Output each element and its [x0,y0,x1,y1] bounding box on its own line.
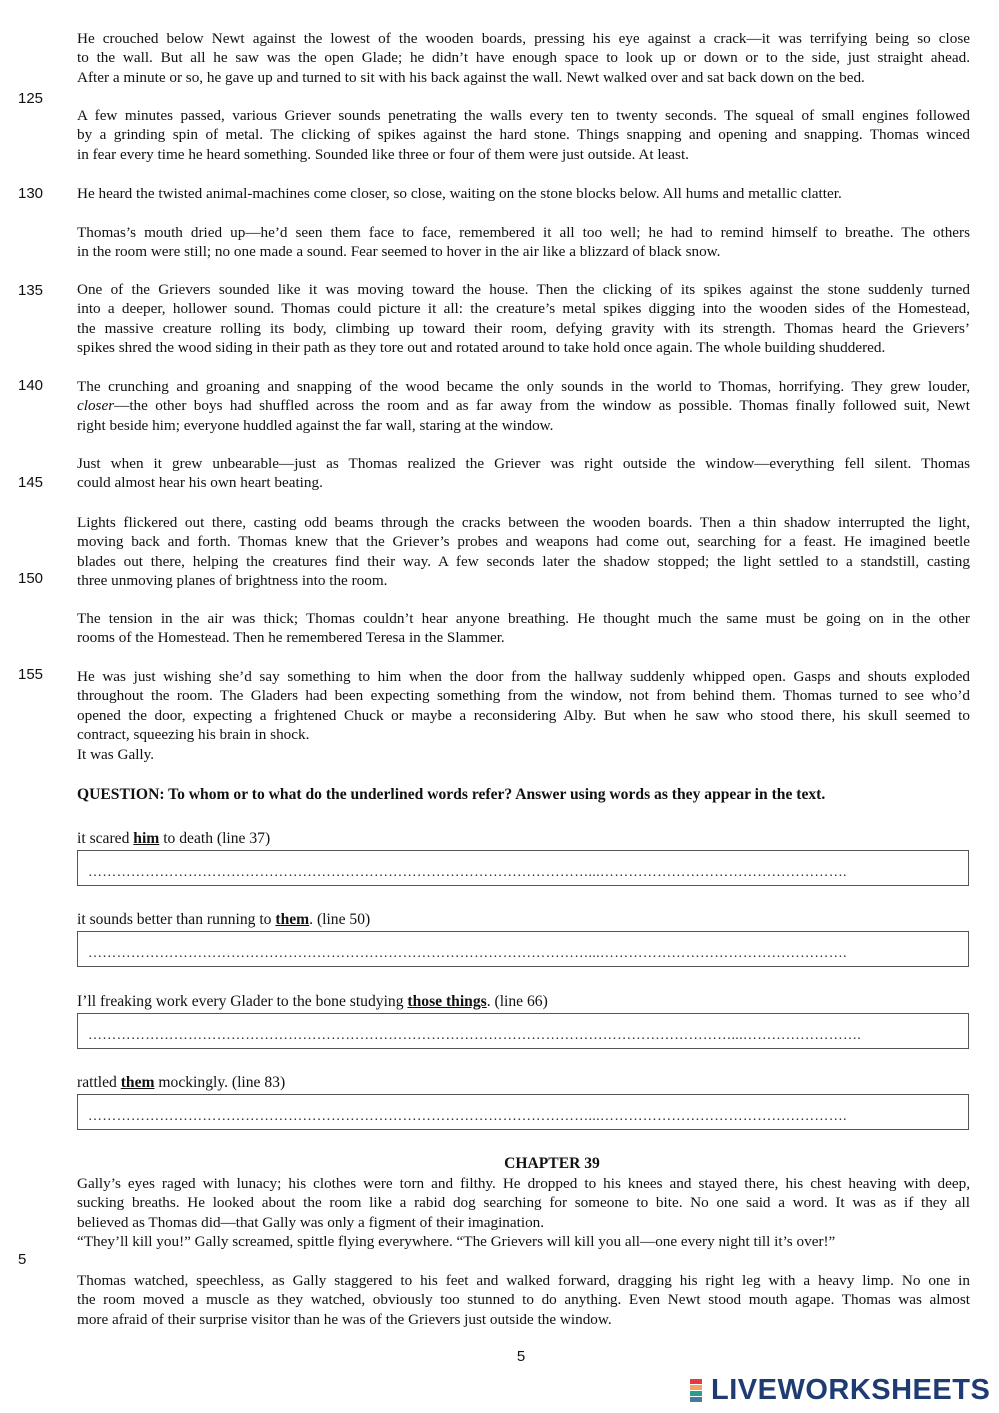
text-line: the room moved a muscle as they watched, obviously too stunned to do anything. Even Newt stood mouth agape. Thomas was almost [77,1291,970,1309]
paragraph [77,1174,970,1252]
text-line: three unmoving planes of brightness into the room. [77,572,388,590]
text-line: sucking breaths. He looked about the room like a rabid dog searching for someone to bite. No one said a word. It was as if they all [77,1194,970,1212]
text-line: opened the door, expecting a frightened Chuck or maybe a reconsidering Alby. But when he saw who stood there, his skull seemed to [77,706,970,724]
paragraph [77,223,970,262]
answer-field[interactable]: ……………………………………………………………………………………………...……………………………………………. [77,850,969,886]
line-number: 155 [18,666,44,683]
text-line: closer—the other boys had shuffled across the room and as far away from the window as possible. Thomas finally followed suit, Newt [77,397,970,415]
paragraph [77,184,970,203]
paragraph [77,513,970,591]
text-line: into a deeper, hollower sound. Thomas could picture it all: the creature’s metal spikes digging into the wooden sides of the Homestead, [77,300,970,318]
text-line: Thomas’s mouth dried up—he’d seen them face to face, remembered it all too well; he had to remind himself to breathe. The others [77,224,970,241]
logo-icon [690,1377,708,1403]
line-number: 150 [18,570,44,587]
paragraph [77,377,970,435]
text-line: rooms of the Homestead. Then he remembered Teresa in the Slammer. [77,629,505,647]
text-line: moving back and forth. Thomas knew that the Griever’s probes and weapons had come out, searching for a feast. He imagined beetle [77,533,970,551]
text-line: Thomas watched, speechless, as Gally staggered to his feet and walked forward, dragging his right leg with a heavy limp. No one in [77,1272,970,1289]
answer-field[interactable]: ……………………………………………………………………………………………...……………………………………………. [77,931,969,967]
paragraph [77,106,970,164]
line-number: 130 [18,185,44,202]
paragraph [77,29,970,87]
text-line: spikes shred the wood siding in their path as they tore out and rotated around to take hold once again. The whole building shuddered. [77,339,886,357]
text-line: right beside him; everyone huddled against the far wall, staring at the window. [77,416,554,434]
paragraph [77,667,970,764]
answer-field[interactable]: ………………………………………………………………………………………………………………………...……………………. [77,1013,969,1049]
prompt: it sounds better than running to them. (line 50) [77,911,371,928]
line-number: 135 [18,282,44,299]
question-heading: QUESTION: To whom or to what do the underlined words refer? Answer using words as they appear in the text. [77,786,826,803]
line-number: 140 [18,377,44,394]
paragraph [77,280,970,358]
text-line: The crunching and groaning and snapping of the wood became the only sounds in the world to Thomas, horrifying. They grew louder, [77,378,970,395]
text-line: throughout the room. The Gladers had been expecting something from the window, not from behind them. Thomas turned to see who’d [77,687,970,705]
text-line: blades out there, helping the creatures find their way. A few seconds later the shadow stopped; the light settled to a standstill, casting [77,552,970,570]
text-line: Gally’s eyes raged with lunacy; his clothes were torn and filthy. He dropped to his knees and stayed there, his chest heaving with deep, [77,1175,970,1192]
chapter-title: CHAPTER 39 [504,1155,600,1172]
paragraph [77,609,970,648]
text-line: One of the Grievers sounded like it was moving toward the house. Then the clicking of its spikes against the stone suddenly turned [77,281,970,298]
text-line: A few minutes passed, various Griever sounds penetrating the walls every ten to twenty seconds. The squeal of small engines followed [77,107,970,124]
text-line: contract, squeezing his brain in shock. [77,726,310,744]
text-line: believed as Thomas did—that Gally was only a figment of their imagination. [77,1213,545,1231]
line-number: 5 [18,1251,27,1268]
text-line: to the wall. But all he saw was the open Glade; he didn’t have enough space to look up or down or to the side, just straight ahead. [77,49,970,67]
page-number: 5 [516,1348,526,1365]
text-line: He was just wishing she’d say something to him when the door from the hallway suddenly whipped open. Gasps and shouts exploded [77,668,970,685]
answer-field[interactable]: ……………………………………………………………………………………………...……………………………………………. [77,1094,969,1130]
brand-logo [690,1372,990,1408]
text-line: by a grinding spin of metal. The clicking of spikes against the hard stone. Things snapping and opening and snapping. Thomas winced [77,126,970,144]
text-line: He crouched below Newt against the lowest of the wooden boards, pressing his eye against a crack—it was terrifying being so close [77,30,970,47]
text-line: The tension in the air was thick; Thomas couldn’t hear anyone breathing. He thought much the same must be going on in the other [77,610,970,627]
text-line: After a minute or so, he gave up and turned to sit with his back against the wall. Newt walked over and sat back down on the bed. [77,68,865,86]
text-line: could almost hear his own heart beating. [77,474,323,492]
paragraph [77,1271,970,1329]
text-line: Lights flickered out there, casting odd beams through the cracks between the wooden boards. Then a thin shadow interrupted the light, [77,514,970,531]
prompt: rattled them mockingly. (line 83) [77,1074,286,1091]
text-line: He heard the twisted animal-machines come closer, so close, waiting on the stone blocks below. All hums and metallic clatter. [77,185,842,202]
line-number: 125 [18,90,44,107]
text-line: “They’ll kill you!” Gally screamed, spittle flying everywhere. “The Grievers will kill you all—one every night till it’s over!” [77,1233,836,1251]
text-line: the massive creature rolling its body, climbing up toward their room, defying gravity with its strength. Thomas heard the Grievers’ [77,319,970,337]
text-line: Just when it grew unbearable—just as Thomas realized the Griever was right outside the window—everything fell silent. Thomas [77,455,970,472]
paragraph [77,454,970,493]
line-number: 145 [18,474,44,491]
prompt: I’ll freaking work every Glader to the bone studying those things. (line 66) [77,993,548,1010]
text-line: in fear every time he heard something. Sounded like three or four of them were just outside. At least. [77,145,689,163]
text-line: more afraid of their surprise visitor than he was of the Grievers just outside the window. [77,1310,612,1328]
brand-name: LIVEWORKSHEETS [711,1373,991,1406]
text-line: in the room were still; no one made a sound. Fear seemed to hover in the air like a blizzard of black snow. [77,243,721,261]
prompt: it scared him to death (line 37) [77,830,271,847]
text-line: It was Gally. [77,745,155,763]
